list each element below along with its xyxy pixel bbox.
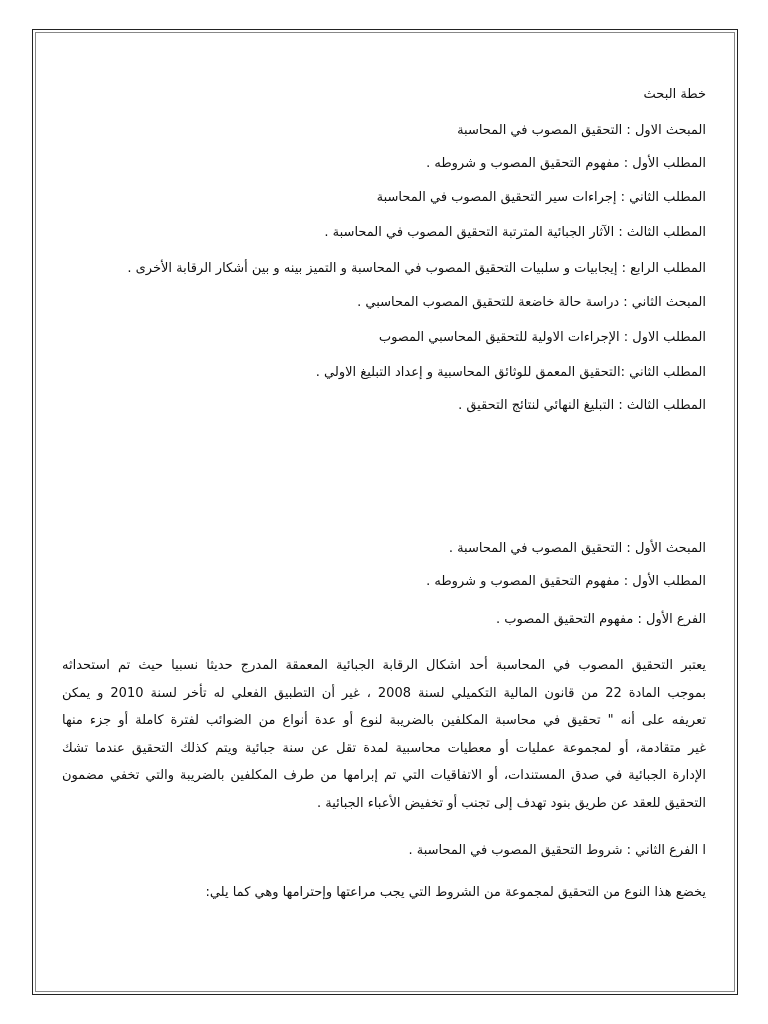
plan-title: خطة البحث	[643, 87, 706, 102]
paragraph-line: غير متقادمة، أو لمجموعة عمليات أو معطيات محاسبية لمدة تقل عن سنة جبائية ويتم كذلك التحقيق عندما تشك	[62, 740, 706, 756]
section-heading: المبحث الأول : التحقيق المصوب في المحاسبة .	[448, 541, 706, 556]
paragraph-line: تعريفه على أنه " تحقيق في محاسبة المكلفين بالضريبة لنوع أو عدة أنواع من الضوائب لفترة كاملة أو جزء منها	[62, 713, 706, 728]
plan-item: المطلب الثاني : إجراءات سير التحقيق المصوب في المحاسبة	[376, 190, 706, 205]
paragraph-line: بموجب المادة 22 من قانون المالية التكميلي لسنة 2008 ، غير أن التطبيق الفعلي له تأخر لسنة 2010 و يمكن	[62, 685, 707, 701]
closing-sentence: يخضع هذا النوع من التحقيق لمجموعة من الشروط التي يجب مراعتها وإحترامها وهي كما يلي:	[205, 885, 706, 900]
subsection-heading: المطلب الأول : مفهوم التحقيق المصوب و شروطه .	[426, 574, 706, 589]
branch-heading: الفرع الأول : مفهوم التحقيق المصوب .	[496, 612, 706, 627]
branch-heading: ا الفرع الثاني : شروط التحقيق المصوب في المحاسبة .	[408, 843, 706, 858]
plan-item: المطلب الرابع : إيجابيات و سلبيات التحقيق المصوب في المحاسبة و التميز بينه و بين أشكار الرقابة الأخرى .	[127, 261, 706, 276]
plan-item: المطلب الاول : الإجراءات الاولية للتحقيق المحاسبي المصوب	[378, 330, 706, 345]
document-body	[62, 0, 706, 1024]
plan-item: المبحث الاول : التحقيق المصوب في المحاسبة	[457, 123, 706, 138]
plan-item: المطلب الأول : مفهوم التحقيق المصوب و شروطه .	[426, 156, 706, 171]
body-paragraph	[62, 652, 706, 817]
plan-item: المبحث الثاني : دراسة حالة خاضعة للتحقيق المصوب المحاسبي .	[357, 295, 706, 310]
plan-item: المطلب الثالث : الآثار الجبائية المترتبة التحقيق المصوب في المحاسبة .	[324, 225, 706, 240]
plan-item: المطلب الثاني :التحقيق المعمق للوثائق المحاسبية و إعداد التبليغ الاولي .	[315, 365, 706, 380]
paragraph-line: يعتبر التحقيق المصوب في المحاسبة أحد اشكال الرقابة الجبائية المعمقة المدرج حديثا نسبيا حيث تم استحداثه	[62, 658, 706, 673]
paragraph-line: التحقيق للعقد عن طريق بنود تهدف إلى تجنب أو تخفيض الأعباء الجبائية .	[316, 795, 706, 811]
plan-item: المطلب الثالث : التبليغ النهائي لنتائج التحقيق .	[458, 398, 706, 413]
paragraph-line: الإدارة الجبائية في صدق المستندات، أو الاتفاقيات التي تم إبرامها من طرف المكلفين بالضريبة والتي تخفي مضمون	[62, 768, 706, 783]
